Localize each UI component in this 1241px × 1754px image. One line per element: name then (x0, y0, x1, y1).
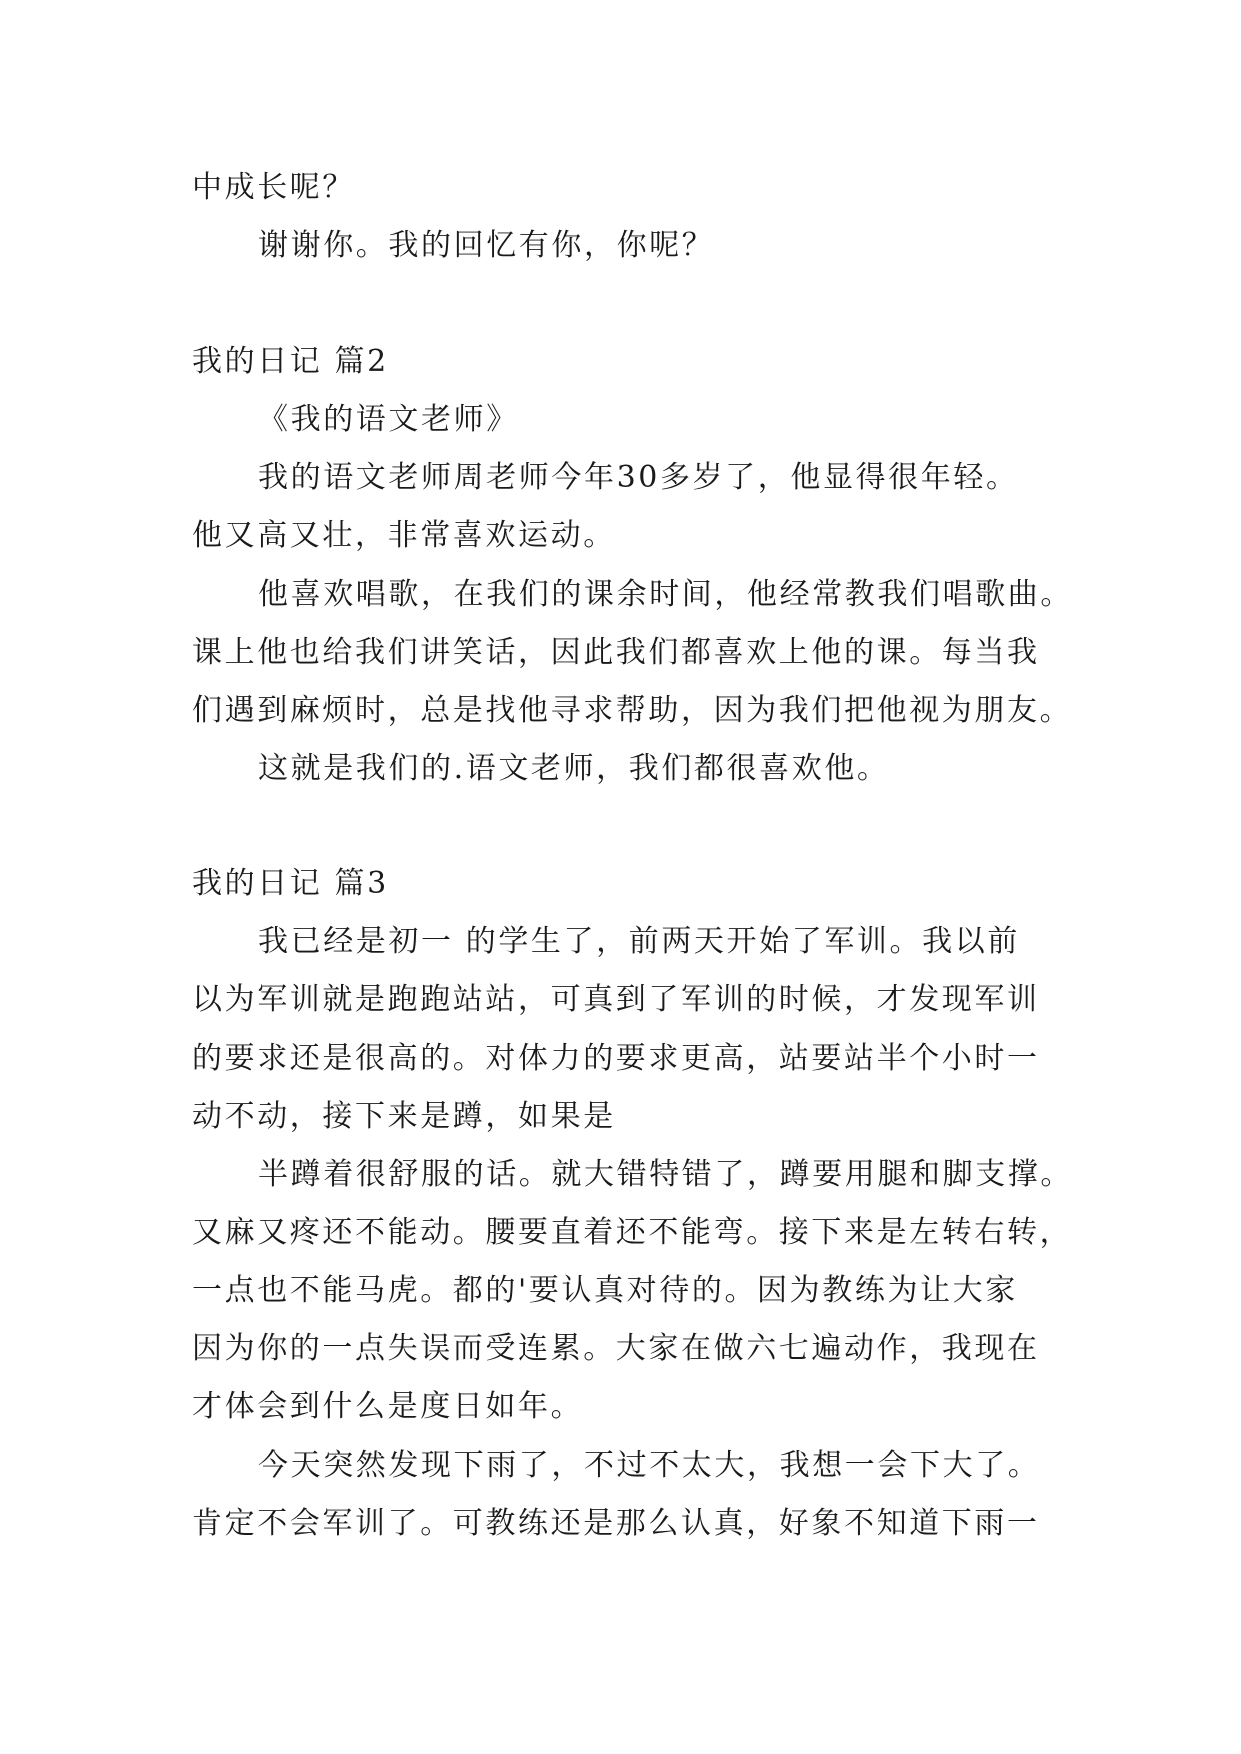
text-line: 一点也不能马虎。都的'要认真对待的。因为教练为让大家 (192, 1273, 1018, 1308)
text-line-paragraph: 谢谢你。我的回忆有你，你呢？ (258, 228, 715, 263)
text-line: 的要求还是很高的。对体力的要求更高，站要站半个小时一 (192, 1041, 1040, 1076)
section-heading: 我的日记 篇3 (192, 866, 389, 901)
text-line: 肯定不会军训了。可教练还是那么认真，好象不知道下雨一 (192, 1506, 1040, 1541)
section-heading: 我的日记 篇2 (192, 344, 389, 379)
text-line: 才体会到什么是度日如年。 (192, 1389, 584, 1424)
article-title: 《我的语文老师》 (258, 402, 519, 437)
text-line-paragraph: 这就是我们的.语文老师，我们都很喜欢他。 (258, 751, 890, 786)
text-line-paragraph: 半蹲着很舒服的话。就大错特错了，蹲要用腿和脚支撑。 (258, 1157, 1073, 1192)
text-line: 他又高又壮，非常喜欢运动。 (192, 518, 616, 553)
text-line: 又麻又疼还不能动。腰要直着还不能弯。接下来是左转右转， (192, 1215, 1073, 1250)
text-line-paragraph: 我已经是初一 的学生了，前两天开始了军训。我以前 (258, 924, 1020, 959)
text-line: 以为军训就是跑跑站站，可真到了军训的时候，才发现军训 (192, 982, 1040, 1017)
text-line-paragraph: 今天突然发现下雨了，不过不太大，我想一会下大了。 (258, 1448, 1041, 1483)
text-line-paragraph: 我的语文老师周老师今年30多岁了，他显得很年轻。 (258, 460, 1019, 495)
text-line: 们遇到麻烦时，总是找他寻求帮助，因为我们把他视为朋友。 (192, 693, 1073, 728)
text-line: 动不动，接下来是蹲，如果是 (192, 1099, 616, 1134)
text-line: 因为你的一点失误而受连累。大家在做六七遍动作，我现在 (192, 1331, 1040, 1366)
text-line-continuation: 中成长呢？ (192, 170, 355, 205)
text-line-paragraph: 他喜欢唱歌，在我们的课余时间，他经常教我们唱歌曲。 (258, 577, 1073, 612)
text-line: 课上他也给我们讲笑话，因此我们都喜欢上他的课。每当我 (192, 635, 1040, 670)
